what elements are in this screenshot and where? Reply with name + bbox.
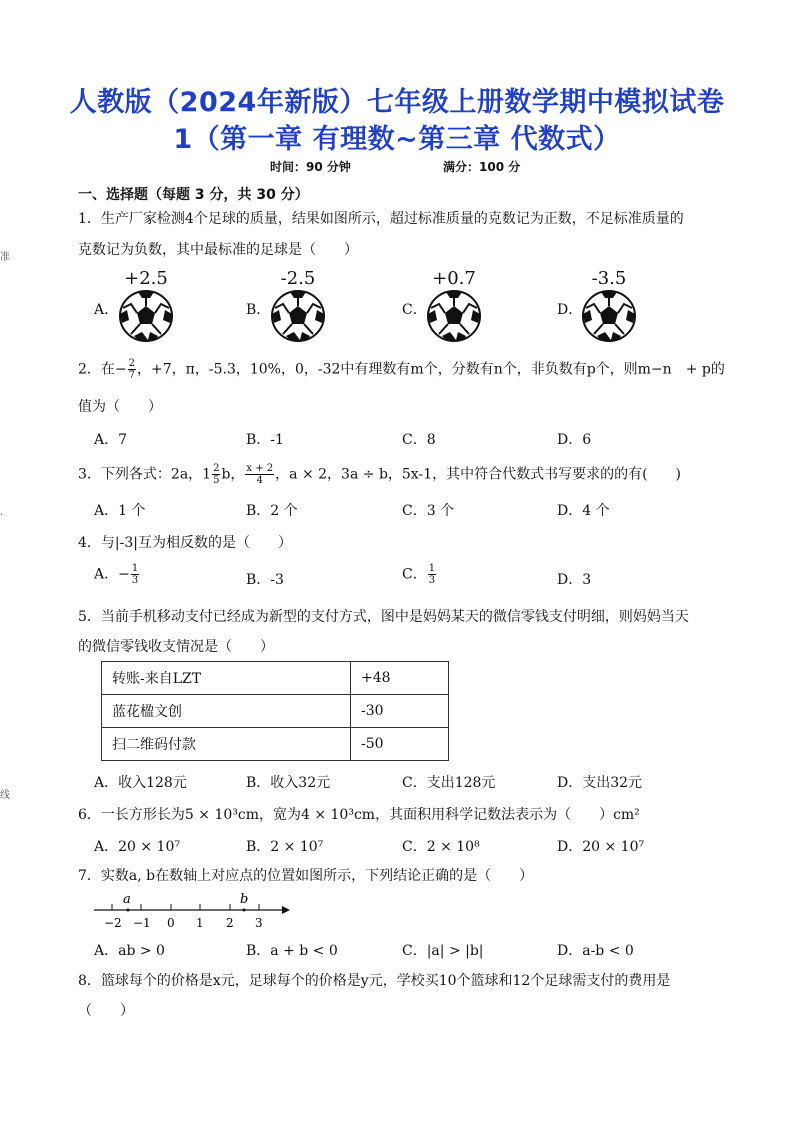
q4-option-c-den: 3 [428, 575, 436, 586]
number-line [92, 890, 302, 930]
q3-option-d: D．4 个 [557, 503, 610, 519]
payment-item: 扫二维码付款 [102, 728, 351, 761]
q4-option-c [402, 563, 437, 586]
q7-option-b: B．a + b < 0 [246, 943, 338, 959]
q3-after-mixed: b， [221, 466, 245, 483]
q2-fraction [128, 358, 136, 381]
q1-option-d-value: -3.5 [591, 268, 627, 289]
section-choice-title: 一、选择题（每题 3 分，共 30 分） [78, 187, 309, 203]
q4-option-d: D．3 [557, 572, 592, 588]
q4-option-a-prefix: A．− [94, 566, 130, 583]
q2-frac-num: 2 [128, 358, 136, 369]
q1-line1: 1．生产厂家检测4个足球的质量，结果如图所示，超过标准质量的克数记为正数，不足标准质量的 [78, 211, 684, 227]
q2-rest: ，+7，π，-5.3，10%，0，-32中有理数有m个，分数有n个，非负数有p个，则m−n + p的 [137, 361, 725, 378]
q4-option-c-fraction [428, 563, 436, 586]
q3-option-a: A．1 个 [94, 503, 146, 519]
q4-option-c-prefix: C． [402, 566, 427, 583]
q3-line1 [78, 463, 681, 486]
q7-option-c: C．|a| > |b| [402, 943, 484, 959]
q6-text: 6．一长方形长为5 × 10³cm，宽为4 × 10³cm，其面积用科学记数法表示为（ ）cm² [78, 807, 640, 823]
q5-option-a: A．收入128元 [94, 775, 187, 791]
q2-line2: 值为（ ） [78, 399, 162, 415]
q3-mixed-den: 5 [213, 475, 220, 486]
q4-option-a [94, 563, 140, 586]
q1-option-b-letter: B． [246, 302, 271, 318]
q3-option-c: C．3 个 [402, 503, 455, 519]
q4-option-a-den: 3 [131, 575, 139, 586]
q6-option-b: B．2 × 10⁷ [246, 839, 324, 855]
q8-line2: （ ） [78, 1003, 134, 1019]
table-row [102, 695, 449, 728]
q1-option-d-letter: D． [557, 302, 583, 318]
q2-option-d: D．6 [557, 432, 592, 448]
q2-frac-den: 7 [128, 370, 136, 381]
q6-option-c: C．2 × 10⁸ [402, 839, 480, 855]
soccer-ball-icon [118, 290, 174, 342]
q3-fraction [245, 463, 274, 486]
axis-tick-label: 3 [255, 916, 263, 930]
q5-line2: 的微信零钱收支情况是（ ） [78, 639, 274, 655]
q3-mixed-num: 2 [213, 463, 220, 474]
axis-tick-label: 2 [226, 916, 234, 930]
q8-line1: 8．篮球每个的价格是x元，足球每个的价格是y元，学校买10个篮球和12个足球需支付的费用是 [78, 973, 671, 989]
q4-option-b: B．-3 [246, 572, 284, 588]
soccer-ball-icon [270, 290, 326, 342]
q2-line1 [78, 358, 725, 381]
q2-option-c: C．8 [402, 432, 436, 448]
q5-option-c: C．支出128元 [402, 775, 496, 791]
point-b [243, 909, 246, 912]
margin-mark-2: · [0, 510, 4, 521]
payment-amount: -50 [351, 728, 449, 761]
q1-line2: 克数记为负数，其中最标准的足球是（ ） [78, 242, 358, 258]
axis-tick-label: 0 [167, 916, 175, 930]
q1-option-a-value: +2.5 [124, 268, 168, 289]
soccer-ball-icon [426, 290, 482, 342]
q1-option-c-value: +0.7 [432, 268, 476, 289]
table-row [102, 728, 449, 761]
q2-option-a: A．7 [94, 432, 128, 448]
soccer-ball-icon [581, 290, 637, 342]
q6-option-d: D．20 × 10⁷ [557, 839, 645, 855]
q3-option-b: B．2 个 [246, 503, 298, 519]
q7-text: 7．实数a, b在数轴上对应点的位置如图所示，下列结论正确的是（ ） [78, 868, 534, 884]
q4-text: 4．与|-3|互为相反数的是（ ） [78, 535, 292, 551]
point-b-label: b [240, 892, 249, 907]
q4-option-a-fraction [131, 563, 139, 586]
title-line2: 1（第一章 有理数~第三章 代数式） [173, 124, 621, 155]
q5-option-b: B．收入32元 [246, 775, 331, 791]
margin-mark-1: 准 [0, 252, 10, 263]
q3-mixed-fraction [212, 463, 220, 486]
payment-table [101, 661, 449, 761]
q1-option-c-letter: C． [402, 302, 427, 318]
point-a-label: a [123, 892, 131, 907]
q5-option-d: D．支出32元 [557, 775, 643, 791]
q3-frac-den: 4 [256, 475, 263, 486]
q6-option-a: A．20 × 10⁷ [94, 839, 180, 855]
number-line-arrow-icon [282, 906, 290, 914]
q1-option-b-value: -2.5 [280, 268, 316, 289]
q4-option-c-num: 1 [428, 563, 436, 574]
q2-option-b: B．-1 [246, 432, 284, 448]
q4-option-a-num: 1 [131, 563, 139, 574]
q3-prefix: 3．下列各式：2a，1 [78, 466, 212, 483]
q1-option-a-letter: A． [94, 302, 119, 318]
axis-tick-label: −2 [104, 916, 122, 930]
point-a [127, 909, 130, 912]
q7-option-d: D．a-b < 0 [557, 943, 634, 959]
q2-prefix: 2．在− [78, 361, 127, 378]
payment-item: 蓝花楹文创 [102, 695, 351, 728]
payment-amount: -30 [351, 695, 449, 728]
title-line1: 人教版（2024年新版）七年级上册数学期中模拟试卷 [69, 87, 725, 118]
margin-mark-3: 线 [0, 790, 10, 801]
payment-amount: +48 [351, 662, 449, 695]
payment-item: 转账-来自LZT [102, 662, 351, 695]
table-row [102, 662, 449, 695]
exam-time: 时间：90 分钟 [270, 160, 351, 174]
q5-line1: 5．当前手机移动支付已经成为新型的支付方式，图中是妈妈某天的微信零钱支付明细，则妈妈当天 [78, 609, 689, 625]
exam-score: 满分：100 分 [443, 160, 521, 174]
q3-frac-num: x + 2 [246, 463, 274, 474]
axis-tick-label: 1 [196, 916, 204, 930]
axis-tick-label: −1 [133, 916, 151, 930]
q7-option-a: A．ab > 0 [94, 943, 165, 959]
q3-rest: ，a × 2，3a ÷ b，5x-1，其中符合代数式书写要求的的有( ) [275, 466, 682, 483]
